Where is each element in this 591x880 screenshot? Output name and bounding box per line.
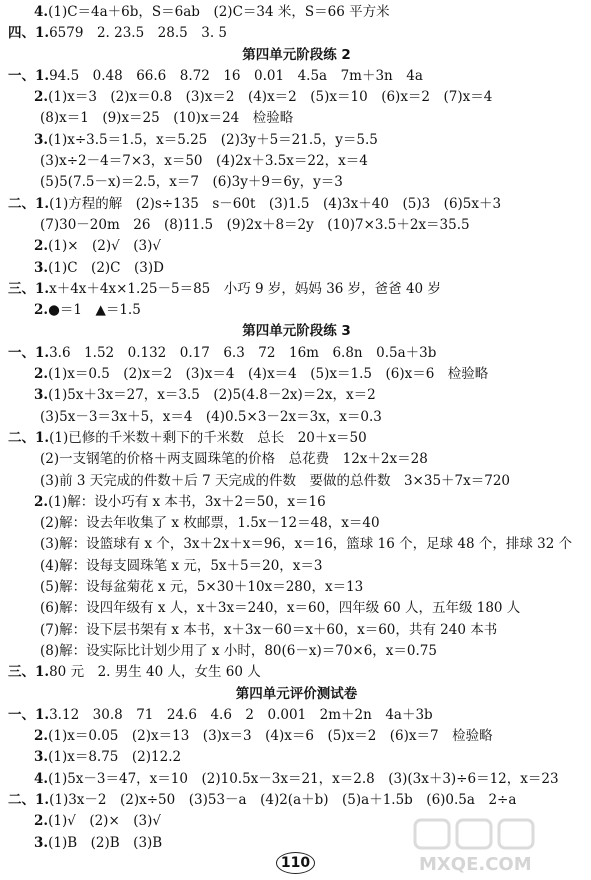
question-number: 3. (34, 387, 49, 404)
answer-line (8, 23, 585, 44)
answer-text: (4)解：设每支圆珠笔 x 元，5x＋5＝20，x＝3 (40, 557, 323, 574)
answer-text: (2)解：设去年收集了 x 枚邮票，1.5x－12＝48，x＝40 (40, 515, 380, 532)
answer-line (8, 577, 585, 598)
answer-text: (1)3x－2 (2)x÷50 (3)53－a (4)2(a＋b) (5)a＋1.5b (6)0.5a 2÷a (49, 791, 517, 808)
question-number: 4. (34, 770, 49, 787)
answer-text: (1)x＝0.5 (2)x＝2 (3)x＝4 (4)x＝4 (5)x＝1.5 (6)x＝6 检验略 (48, 366, 489, 383)
answer-line (8, 790, 585, 811)
answer-line (8, 108, 585, 129)
answer-text: (8)解：设实际比计划少用了 x 小时，80(6－x)＝70×6，x＝0.75 (40, 642, 437, 659)
answer-line (8, 620, 585, 641)
answer-line (8, 364, 585, 385)
answer-line (8, 407, 585, 428)
question-number: 2. (34, 89, 49, 106)
question-number: 2. (34, 728, 49, 745)
answer-line (8, 534, 585, 555)
answer-text: x＋4x＋4x×1.25－5＝85 小巧 9 岁，妈妈 36 岁，爸爸 40 岁 (49, 280, 441, 297)
question-number: 2. (34, 813, 49, 830)
answer-line (8, 471, 585, 492)
answer-text: (7)解：设下层书架有 x 本书，x＋3x－60＝x＋60，x＝60，共有 240 本书 (40, 621, 498, 638)
answer-line (8, 449, 585, 470)
answer-line (8, 2, 585, 23)
answer-line (8, 726, 585, 747)
answer-line (8, 194, 585, 215)
question-number: 三、1. (8, 664, 50, 681)
answer-text: (1)x＝0.05 (2)x＝13 (3)x＝3 (4)x＝6 (5)x＝2 (6)x＝7 检验略 (48, 728, 493, 745)
answer-text: (1)已修的千米数＋剩下的千米数 总长 20＋x＝50 (49, 429, 367, 446)
answer-line (8, 769, 585, 790)
answer-line (8, 130, 585, 151)
answer-text: (1)√ (2)× (3)√ (48, 813, 161, 830)
question-number: 3. (34, 834, 49, 851)
answer-text: (1)C (2)C (3)D (48, 259, 164, 276)
watermark-logo (413, 818, 573, 874)
question-number: 2. (34, 493, 49, 510)
answer-text: (1)C＝4a＋6b，S＝6ab (2)C＝34 米，S＝66 平方米 (48, 4, 390, 20)
question-number: 一、1. (8, 67, 50, 84)
answer-text: (3)5x－3＝3x＋5，x＝4 (4)0.5×3－2x＝3x，x＝0.3 (40, 408, 382, 425)
answer-text: ●＝1 ▲＝1.5 (48, 302, 141, 319)
answer-line (8, 662, 585, 683)
answer-text: 94.5 0.48 66.6 8.72 16 0.01 4.5a 7m＋3n 4a (49, 67, 423, 84)
answer-line (8, 66, 585, 87)
answer-text: (5)5(7.5－x)＝2.5，x＝7 (6)3y＋9＝6y，y＝3 (40, 174, 343, 191)
answer-text: (1)× (2)√ (3)√ (48, 238, 161, 255)
answer-text: (1)x＝3 (2)x＝0.8 (3)x＝2 (4)x＝2 (5)x＝10 (6)x＝2 (7)x＝4 (48, 89, 493, 106)
question-number: 2. (34, 366, 49, 383)
answer-line (8, 236, 585, 257)
answer-line (8, 513, 585, 534)
answer-text: (1)解：设小巧有 x 本书，3x＋2＝50，x＝16 (48, 493, 326, 510)
answer-text: (3)x÷2－4＝7×3，x＝50 (4)2x＋3.5x＝22，x＝4 (40, 153, 368, 170)
answer-text: 3.12 30.8 71 24.6 4.6 2 0.001 2m＋2n 4a＋3b (49, 706, 433, 723)
answer-text: (3)解：设篮球有 x 个，3x＋2x＋x＝96，x＝16，篮球 16 个，足球 48 个，排球 32 个 (40, 536, 573, 553)
answer-line (8, 172, 585, 193)
answer-text: (1)5x－3＝47，x＝10 (2)10.5x－3x＝21，x＝2.8 (3)(3x＋3)÷6＝12，x＝23 (48, 770, 559, 787)
answer-line (8, 492, 585, 513)
question-number: 3. (34, 131, 49, 148)
answer-line (8, 215, 585, 236)
answer-text: 6579 2. 23.5 28.5 3. 5 (49, 25, 227, 42)
answer-line (8, 87, 585, 108)
answer-line (8, 343, 585, 364)
question-number: 三、1. (8, 280, 50, 297)
question-number: 四、1. (8, 25, 50, 42)
answer-line (8, 300, 585, 321)
section-title: 第四单元阶段练 3 (242, 323, 351, 340)
answer-line (8, 428, 585, 449)
question-number: 2. (34, 302, 49, 319)
answer-line (8, 279, 585, 300)
section-title: 第四单元评价测试卷 (235, 685, 358, 702)
answer-text: (8)x＝1 (9)x＝25 (10)x＝24 检验略 (40, 110, 294, 127)
question-number: 3. (34, 259, 49, 276)
answer-text: (1)x＝8.75 (2)12.2 (48, 749, 182, 766)
answer-text: (7)30－20m 26 (8)11.5 (9)2x＋8＝2y (10)7×3.5＋2x＝35.5 (40, 216, 470, 233)
answer-text: (3)前 3 天完成的件数＋后 7 天完成的件数 要做的总件数 3×35＋7x＝720 (40, 472, 511, 489)
answer-line (8, 258, 585, 279)
answer-line (8, 151, 585, 172)
answer-line (8, 641, 585, 662)
answer-text: (1)方程的解 (2)s÷135 s－60t (3)1.5 (4)3x＋40 (5)3 (6)5x＋3 (49, 195, 502, 212)
page-number: 110 (276, 852, 315, 874)
answer-line (8, 556, 585, 577)
answer-text: (1)5x＋3x＝27，x＝3.5 (2)5(4.8－2x)＝2x，x＝2 (48, 387, 376, 404)
question-number: 4. (34, 4, 49, 20)
answer-line (8, 385, 585, 406)
question-number: 二、1. (8, 429, 50, 446)
answer-page (8, 2, 585, 854)
answer-text: (2)一支钢笔的价格＋两支圆珠笔的价格 总花费 12x＋2x＝28 (40, 451, 428, 468)
answer-text: (5)解：设每盆菊花 x 元，5×30＋10x＝280，x＝13 (40, 579, 364, 596)
answer-text: (1)B (2)B (3)B (48, 834, 163, 851)
answer-text: (6)解：设四年级有 x 人，x＋3x＝240，x＝60，四年级 60 人，五年级 180 人 (40, 600, 521, 617)
question-number: 2. (34, 238, 49, 255)
question-number: 3. (34, 749, 49, 766)
answer-text: (1)x÷3.5＝1.5，x＝5.25 (2)3y＋5＝21.5，y＝5.5 (48, 131, 378, 148)
answer-line (8, 747, 585, 768)
answer-line (8, 705, 585, 726)
question-number: 二、1. (8, 195, 50, 212)
question-number: 二、1. (8, 791, 50, 808)
answer-text: 3.6 1.52 0.132 0.17 6.3 72 16m 6.8n 0.5a＋3b (49, 344, 437, 361)
watermark-text: MXQE.COM (419, 854, 532, 874)
question-number: 一、1. (8, 706, 50, 723)
answer-text: 80 元 2. 男生 40 人，女生 60 人 (49, 664, 261, 681)
answer-line (8, 598, 585, 619)
question-number: 一、1. (8, 344, 50, 361)
section-title: 第四单元阶段练 2 (242, 46, 351, 63)
